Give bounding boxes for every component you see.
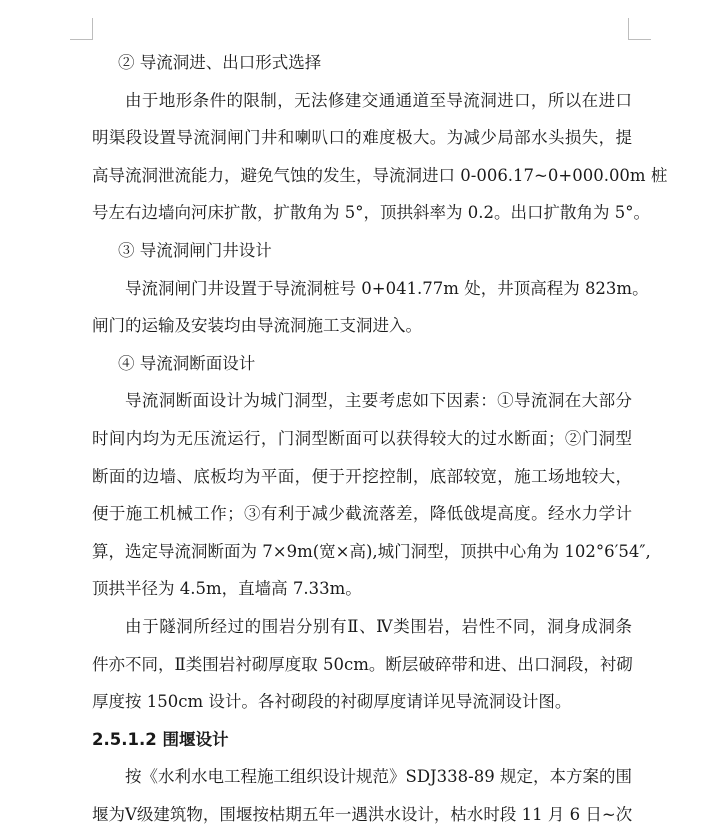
crop-mark-top-right-vertical (628, 18, 629, 40)
document-body (92, 44, 668, 833)
paragraph-line: 堰为Ⅴ级建筑物，围堰按枯期五年一遇洪水设计，枯水时段 11 月 6 日~次 (92, 804, 633, 824)
paragraph-line: 断面的边墙、底板均为平面，便于开挖控制，底部较宽，施工场地较大， (92, 466, 632, 486)
crop-mark-top-right-horizontal (628, 39, 651, 40)
paragraph-line: 按《水利水电工程施工组织设计规范》SDJ338-89 规定，本方案的围 (125, 767, 632, 787)
paragraph-line: 由于地形条件的限制，无法修建交通通道至导流洞进口，所以在进口 (125, 90, 632, 110)
paragraph-line: 便于施工机械工作；③有利于减少截流落差，降低戗堤高度。经水力学计 (92, 504, 632, 524)
crop-mark-top-left-vertical (92, 18, 93, 40)
paragraph-line: 明渠段设置导流洞闸门井和喇叭口的难度极大。为减少局部水头损失，提 (92, 128, 632, 148)
paragraph-line: 导流洞闸门井设置于导流洞桩号 0+041.77m 处，井顶高程为 823m。 (125, 278, 649, 298)
paragraph-line: 由于隧洞所经过的围岩分别有Ⅱ、Ⅳ类围岩，岩性不同，洞身成洞条 (125, 616, 632, 636)
subheading-gate-shaft-design: ③ 导流洞闸门井设计 (118, 240, 272, 260)
crop-mark-top-left-horizontal (70, 39, 93, 40)
subheading-inlet-outlet-form: ② 导流洞进、出口形式选择 (118, 53, 322, 72)
paragraph-line: 算，选定导流洞断面为 7×9m(宽×高),城门洞型，顶拱中心角为 102°6′54″, (92, 541, 651, 561)
paragraph-line: 闸门的运输及安装均由导流洞施工支洞进入。 (92, 316, 422, 336)
paragraph-line: 厚度按 150cm 设计。各衬砌段的衬砌厚度请详见导流洞设计图。 (92, 692, 572, 712)
paragraph-line: 顶拱半径为 4.5m，直墙高 7.33m。 (92, 579, 362, 599)
paragraph-line: 件亦不同，Ⅱ类围岩衬砌厚度取 50cm。断层破碎带和进、出口洞段，衬砌 (92, 654, 633, 674)
paragraph-line: 导流洞断面设计为城门洞型，主要考虑如下因素：①导流洞在大部分 (125, 391, 632, 411)
paragraph-line: 号左右边墙向河床扩散，扩散角为 5°，顶拱斜率为 0.2。出口扩散角为 5°。 (92, 203, 650, 223)
subheading-section-design: ④ 导流洞断面设计 (118, 353, 256, 373)
paragraph-line: 高导流洞泄流能力，避免气蚀的发生，导流洞进口 0-006.17~0+000.00m 桩 (92, 165, 668, 185)
paragraph-line: 时间内均为无压流运行，门洞型断面可以获得较大的过水断面；②门洞型 (92, 428, 632, 448)
section-heading-cofferdam-design: 2.5.1.2 围堰设计 (92, 729, 229, 749)
